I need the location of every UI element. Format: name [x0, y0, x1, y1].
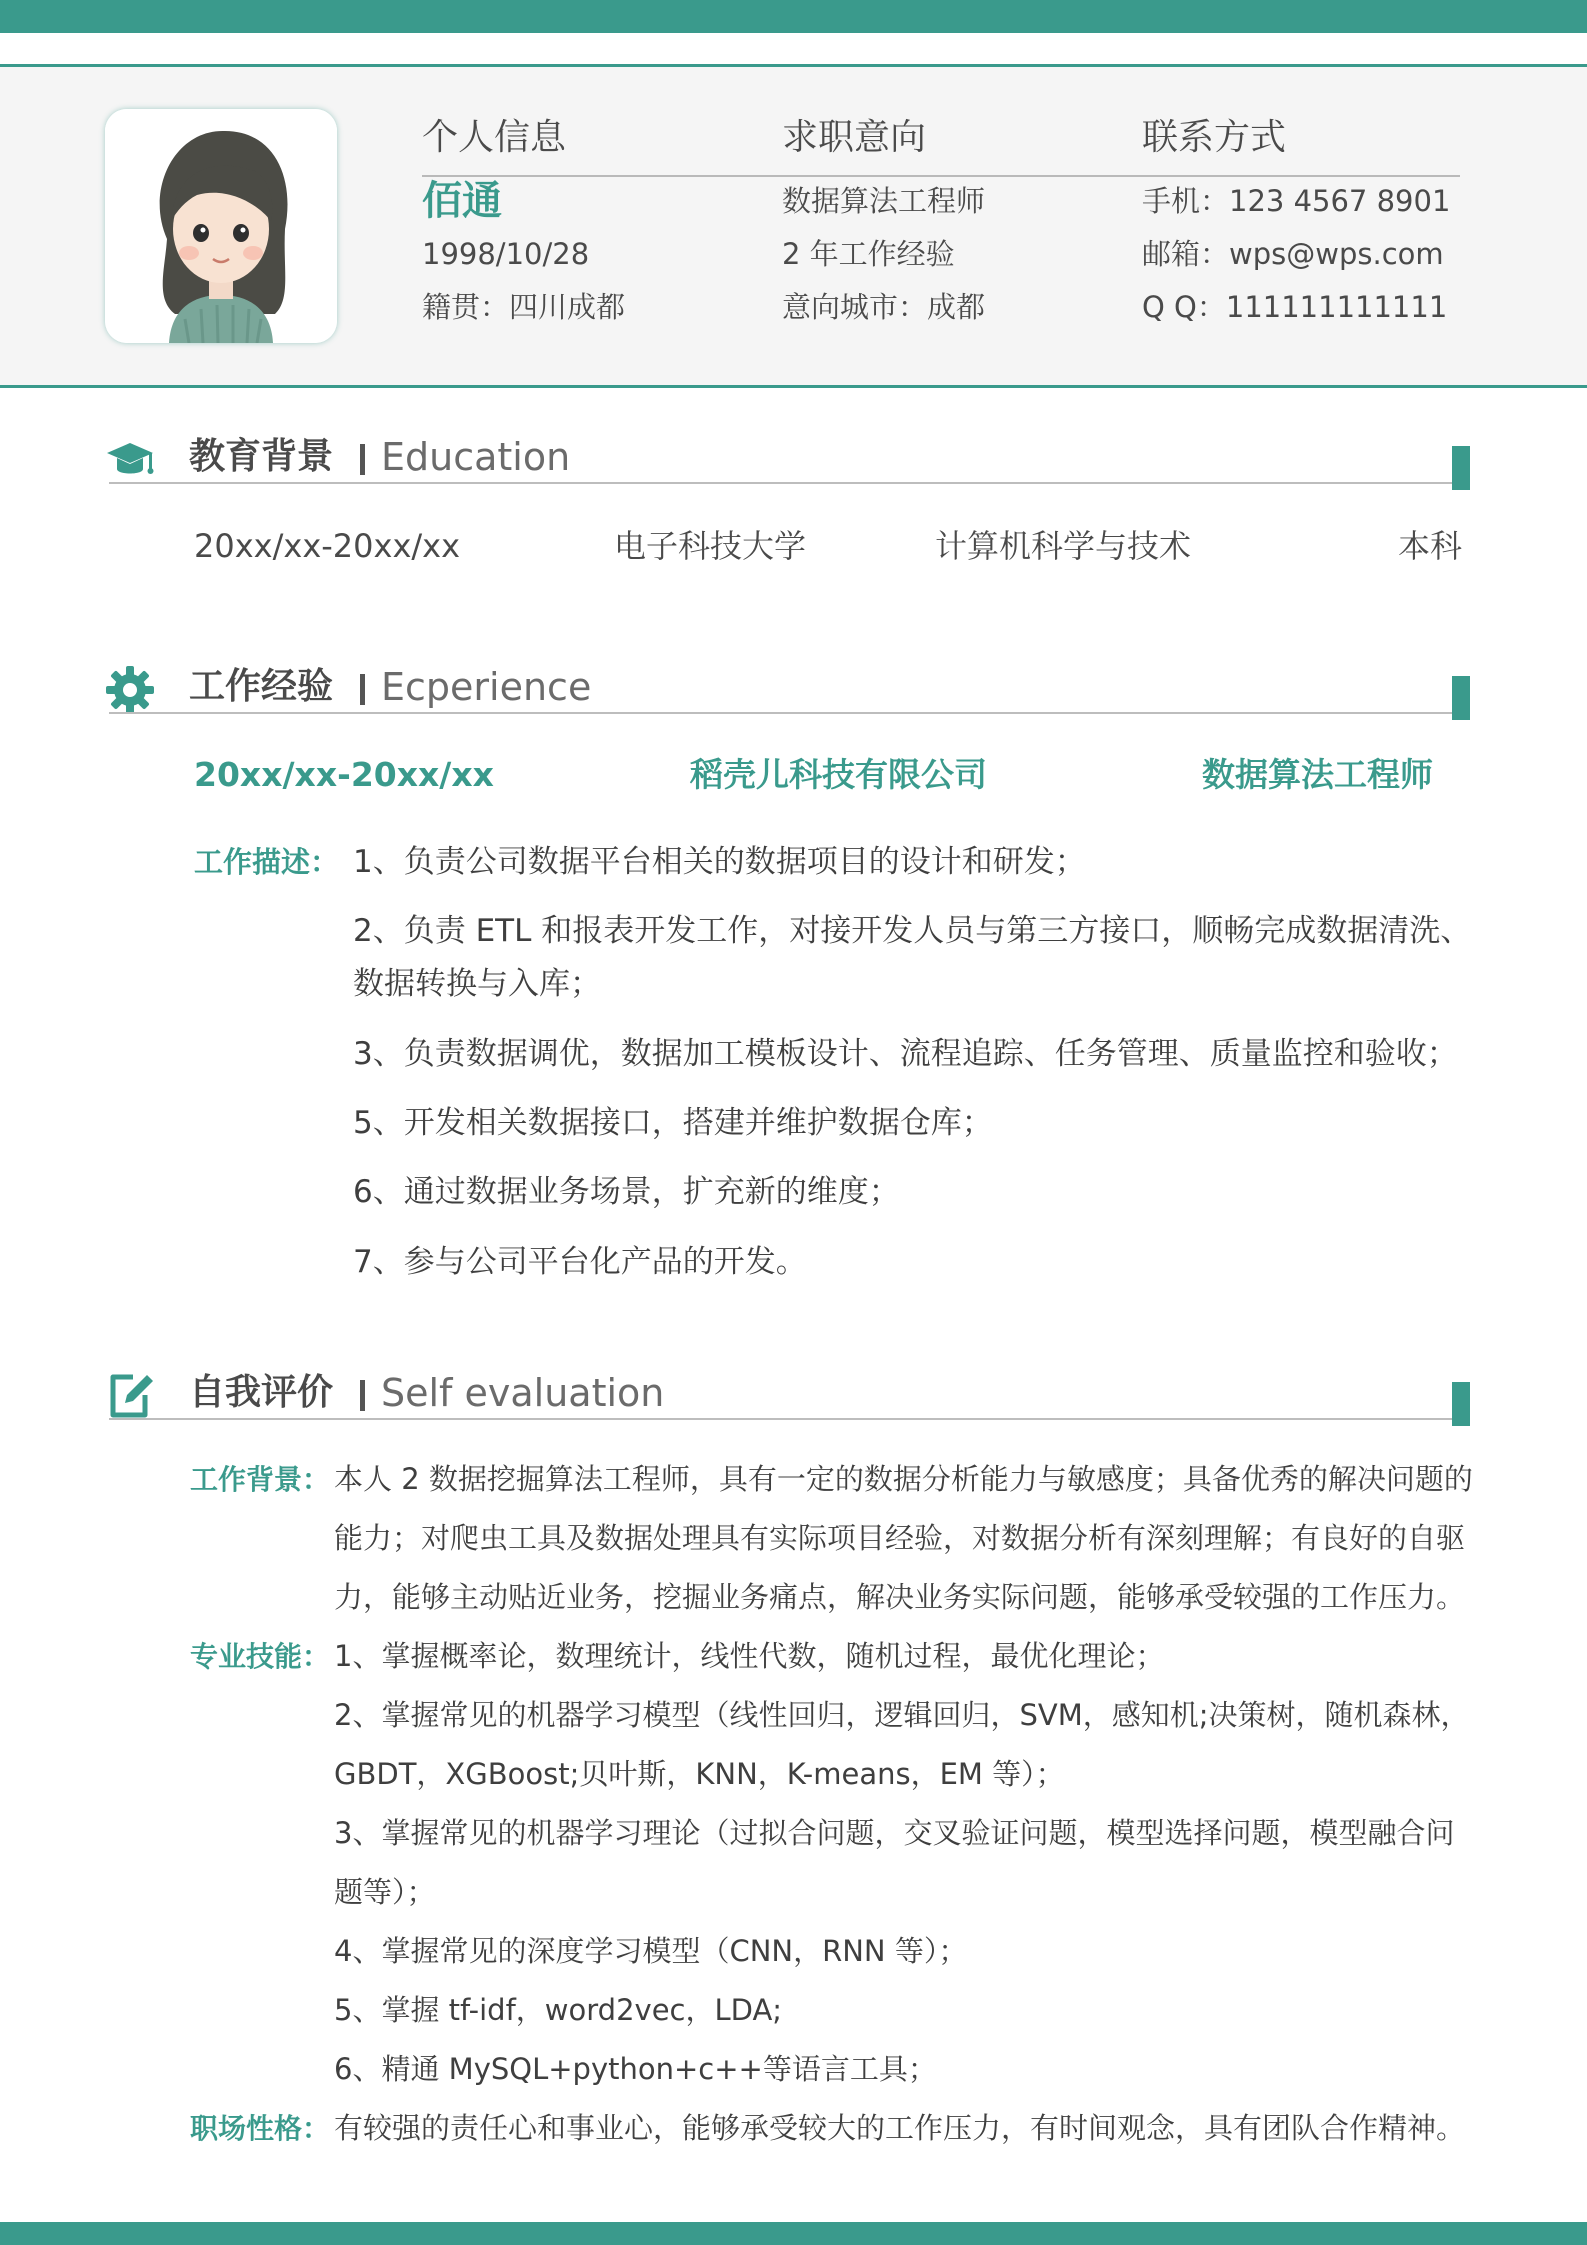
self-title: 自我评价: [189, 1372, 334, 1413]
title-separator: [360, 674, 365, 705]
list-item: 7、参与公司平台化产品的开发。: [353, 1244, 807, 1280]
list-item: 6、通过数据业务场景，扩充新的维度；: [353, 1174, 900, 1210]
self-background-label: 工作背景：: [190, 1463, 331, 1496]
intent-city: 意向城市：成都: [782, 290, 986, 324]
work-company: 稻壳儿科技有限公司: [690, 755, 987, 794]
section-rule: [109, 1418, 1470, 1420]
education-title-en: Education: [381, 435, 571, 479]
list-item: 2、负责 ETL 和报表开发工作，对接开发人员与第三方接口，顺畅完成数据清洗、数据转换与入库；: [353, 913, 1472, 1002]
list-item: 4、掌握常见的深度学习模型（CNN，RNN 等）；: [334, 1934, 968, 1968]
profile-header: [0, 64, 1587, 388]
self-personality: 有较强的责任心和事业心，能够承受较大的工作压力，有时间观念，具有团队合作精神。: [334, 2111, 1466, 2145]
section-tab: [1452, 676, 1470, 720]
education-degree: 本科: [1398, 527, 1463, 565]
intent-experience: 2 年工作经验: [782, 237, 955, 271]
contact-title: 联系方式: [1142, 117, 1287, 158]
personal-info: [422, 115, 762, 334]
self-personality-label: 职场性格：: [190, 2112, 331, 2145]
list-item: 1、负责公司数据平台相关的数据项目的设计和研发；: [353, 844, 1086, 880]
list-item: 1、掌握概率论，数理统计，线性代数，随机过程，最优化理论；: [334, 1639, 1165, 1673]
job-intent-title: 求职意向: [782, 117, 927, 158]
work-period: 20xx/xx-20xx/xx: [194, 755, 494, 794]
section-rule: [109, 712, 1470, 714]
gear-icon: [105, 665, 155, 715]
work-section-header: [105, 657, 1470, 717]
avatar-illustration: [105, 109, 337, 343]
personal-info-title: 个人信息: [422, 117, 567, 158]
education-period: 20xx/xx-20xx/xx: [194, 527, 461, 565]
work-desc-label: 工作描述：: [194, 845, 340, 879]
contact-email: 邮箱：wps@wps.com: [1142, 237, 1444, 271]
section-tab: [1452, 1382, 1470, 1426]
list-item: 3、负责数据调优，数据加工模板设计、流程追踪、任务管理、质量监控和验收；: [353, 1036, 1458, 1072]
education-major: 计算机科学与技术: [935, 527, 1192, 565]
title-separator: [360, 1380, 365, 1411]
education-section-header: [105, 427, 1470, 487]
contact-qq: Q Q：111111111111: [1142, 290, 1448, 324]
contact-info: [1142, 115, 1482, 334]
list-item: 2、掌握常见的机器学习模型（线性回归，逻辑回归，SVM，感知机;决策树，随机森林，GBDT，XGBoost;贝叶斯，KNN，K-means，EM 等）；: [334, 1698, 1470, 1791]
person-name: 佰通: [422, 178, 502, 224]
avatar: [105, 109, 337, 343]
top-accent-bar: [0, 0, 1587, 33]
list-item: 6、精通 MySQL+python+c++等语言工具；: [334, 2052, 937, 2086]
hometown: 籍贯：四川成都: [422, 290, 626, 324]
list-item: 3、掌握常见的机器学习理论（过拟合问题，交叉验证问题，模型选择问题，模型融合问题等）；: [334, 1816, 1455, 1909]
work-title-en: Ecperience: [381, 665, 592, 709]
section-rule: [109, 482, 1470, 484]
title-separator: [360, 444, 365, 475]
self-skills-label: 专业技能：: [190, 1640, 331, 1673]
contact-phone: 手机：123 4567 8901: [1142, 184, 1451, 218]
bottom-accent-bar: [0, 2222, 1587, 2245]
intent-position: 数据算法工程师: [782, 184, 986, 218]
self-title-en: Self evaluation: [381, 1371, 665, 1415]
work-title: 工作经验: [189, 666, 334, 707]
job-intent: [782, 115, 1122, 334]
self-section-header: [105, 1363, 1470, 1423]
list-item: 5、开发相关数据接口，搭建并维护数据仓库；: [353, 1105, 993, 1141]
birthday: 1998/10/28: [422, 237, 590, 271]
header-divider: [422, 175, 1460, 177]
list-item: 5、掌握 tf-idf，word2vec，LDA;: [334, 1993, 783, 2027]
self-background: 本人 2 数据挖掘算法工程师，具有一定的数据分析能力与敏感度；具备优秀的解决问题的能力；对爬虫工具及数据处理具有实际项目经验，对数据分析有深刻理解；有良好的自驱力，能够主动贴近业务，挖掘业务痛点，解决业务实际问题，能够承受较强的工作压力。: [334, 1462, 1473, 1614]
section-tab: [1452, 446, 1470, 490]
education-title: 教育背景: [189, 436, 334, 477]
graduation-cap-icon: [105, 435, 155, 485]
work-position: 数据算法工程师: [1202, 755, 1433, 794]
edit-icon: [105, 1371, 155, 1421]
education-school: 电子科技大学: [614, 527, 807, 565]
